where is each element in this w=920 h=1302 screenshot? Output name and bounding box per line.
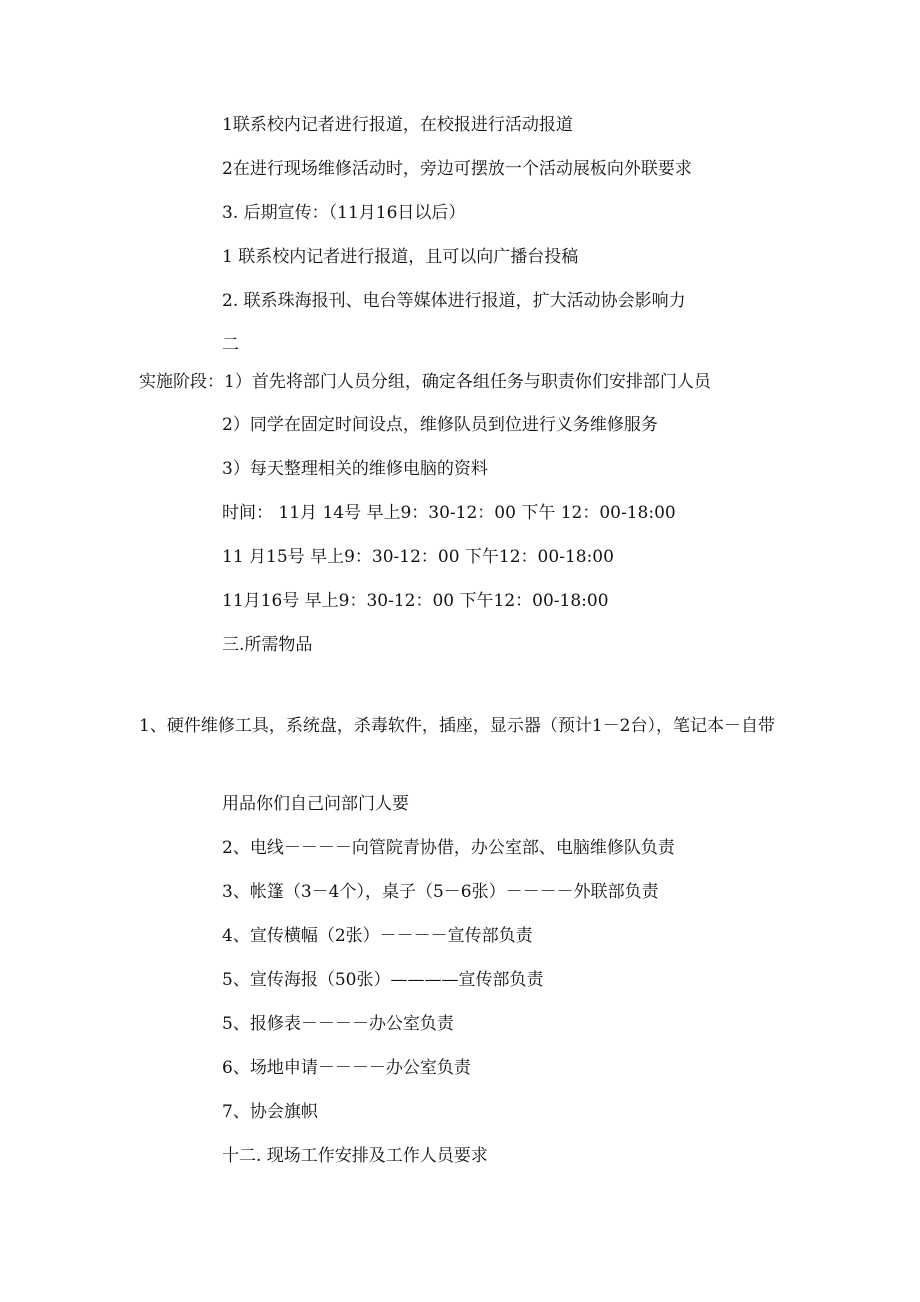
implementation-step-3: 3）每天整理相关的维修电脑的资料 (222, 459, 488, 479)
section-twelve-heading: 十二. 现场工作安排及工作人员要求 (222, 1146, 488, 1166)
supplies-item-4: 4、宣传横幅（2张）－－－－宣传部负责 (222, 926, 533, 946)
later-publicity-item-1: 1 联系校内记者进行报道，且可以向广播台投稿 (222, 247, 579, 267)
supplies-item-1-note: 用品你们自己问部门人要 (222, 794, 409, 814)
later-publicity-heading: 3. 后期宣传：（11月16日以后） (222, 203, 466, 223)
schedule-nov-15: 11 月15号 早上9：30-12：00 下午12：00-18:00 (222, 547, 614, 567)
section-two-heading: 二 (222, 335, 239, 355)
publicity-item-2: 2在进行现场维修活动时，旁边可摆放一个活动展板向外联要求 (222, 159, 692, 179)
section-three-heading: 三.所需物品 (222, 635, 313, 655)
supplies-item-7: 7、协会旗帜 (222, 1102, 318, 1122)
supplies-item-2: 2、电线－－－－向管院青协借，办公室部、电脑维修队负责 (222, 838, 675, 858)
implementation-step-2: 2）同学在固定时间设点，维修队员到位进行义务维修服务 (222, 415, 658, 435)
supplies-item-3: 3、帐篷（3－4个），桌子（5－6张）－－－－外联部负责 (222, 882, 659, 902)
schedule-nov-14: 时间： 11月 14号 早上9：30-12：00 下午 12：00-18:00 (222, 503, 676, 523)
later-publicity-item-2: 2. 联系珠海报刊、电台等媒体进行报道，扩大活动协会影响力 (222, 291, 686, 311)
supplies-item-1: 1、硬件维修工具，系统盘，杀毒软件，插座，显示器（预计1－2台），笔记本－自带 (139, 716, 775, 736)
publicity-item-1: 1联系校内记者进行报道，在校报进行活动报道 (222, 115, 573, 135)
supplies-item-5-repair-form: 5、报修表－－－－办公室负责 (222, 1014, 454, 1034)
supplies-item-5-poster: 5、宣传海报（50张）————宣传部负责 (222, 970, 544, 990)
schedule-nov-16: 11月16号 早上9：30-12：00 下午12：00-18:00 (222, 591, 609, 611)
implementation-stage-step-1: 实施阶段：1）首先将部门人员分组，确定各组任务与职责你们安排部门人员 (139, 372, 711, 392)
supplies-item-6: 6、场地申请－－－－办公室负责 (222, 1058, 471, 1078)
